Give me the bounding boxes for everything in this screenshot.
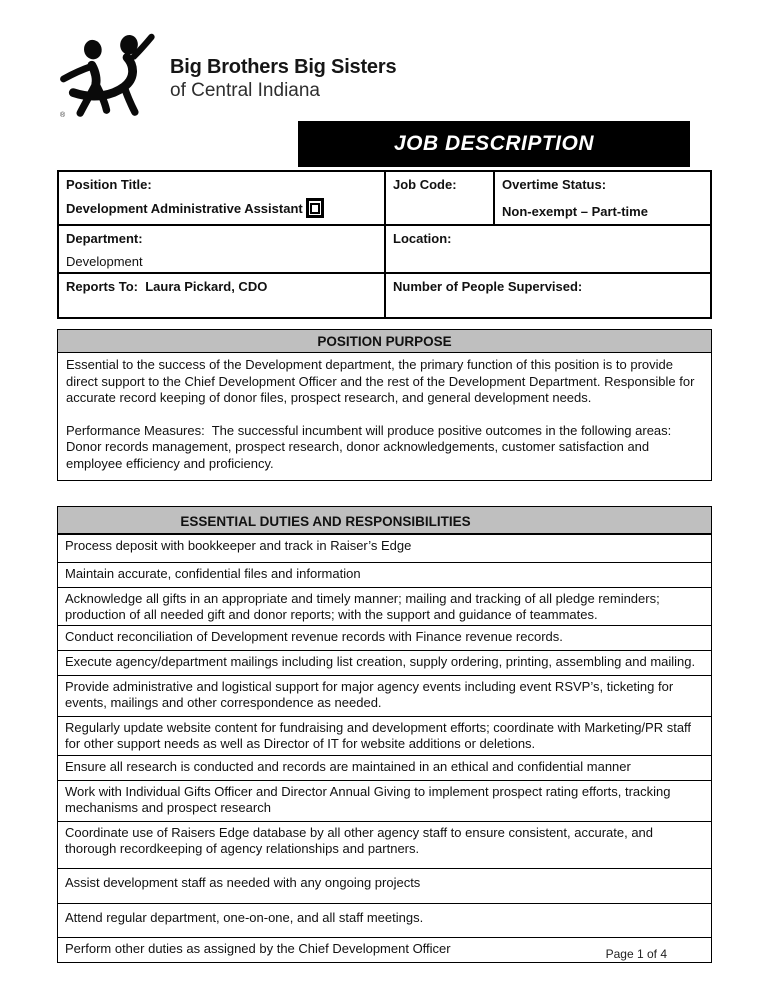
department-cell	[59, 226, 384, 272]
duty-row: Maintain accurate, confidential files and information	[58, 562, 711, 587]
purpose-paragraph: Performance Measures: The successful incumbent will produce positive outcomes in the following areas: Donor records management, prospect research, donor acknowledgements, customer satisfaction and employee efficiency and proficiency.	[66, 422, 675, 471]
location-cell	[384, 226, 710, 272]
duty-row: Conduct reconciliation of Development revenue records with Finance revenue records.	[58, 625, 711, 650]
essential-duties-section	[57, 506, 712, 963]
org-region: of Central Indiana	[170, 80, 320, 101]
checkbox-inner	[310, 203, 320, 214]
job-description-banner	[298, 121, 690, 167]
position-title-cell	[59, 172, 384, 224]
duty-row: Perform other duties as assigned by the Chief Development Officer	[58, 937, 711, 962]
info-row-2	[59, 224, 710, 272]
duty-row: Provide administrative and logistical support for major agency events including event RSVP’s, ticketing for events, mailings and other correspondence as needed.	[58, 675, 711, 716]
overtime-status-label: Overtime Status:	[502, 177, 607, 192]
position-purpose-section	[57, 329, 712, 481]
duty-row: Assist development staff as needed with any ongoing projects	[58, 868, 711, 903]
people-supervised-label: Number of People Supervised:	[393, 279, 583, 294]
department-label: Department:	[66, 231, 143, 246]
overtime-status-value: Non-exempt – Part-time	[502, 204, 648, 219]
reports-to: Reports To: Laura Pickard, CDO	[66, 279, 268, 294]
duty-row: Attend regular department, one-on-one, and all staff meetings.	[58, 903, 711, 937]
duty-row: Process deposit with bookkeeper and track in Raiser’s Edge	[58, 534, 711, 562]
info-row-1	[59, 172, 710, 224]
job-code-cell	[384, 172, 493, 224]
bbbs-logo-icon	[56, 33, 160, 119]
people-supervised-cell	[384, 274, 710, 317]
essential-duties-heading: ESSENTIAL DUTIES AND RESPONSIBILITIES	[58, 507, 711, 534]
duty-row: Regularly update website content for fundraising and development efforts; coordinate with Marketing/PR staff for other support needs as well as Director of IT for website additions or deletions.	[58, 716, 711, 755]
location-label: Location:	[393, 231, 452, 246]
job-code-label: Job Code:	[393, 177, 457, 192]
duty-row: Work with Individual Gifts Officer and Director Annual Giving to implement prospect rating efforts, tracking mechanisms and prospect research	[58, 780, 711, 821]
duty-row: Coordinate use of Raisers Edge database by all other agency staff to ensure consistent, accurate, and thorough recordkeeping of agency relationships and partners.	[58, 821, 711, 868]
reports-to-cell	[59, 274, 384, 317]
overtime-status-cell	[493, 172, 710, 224]
position-info-table	[57, 170, 712, 319]
page-number: Page 1 of 4	[605, 947, 667, 961]
info-row-3	[59, 272, 710, 317]
purpose-paragraph: Essential to the success of the Development department, the primary function of this position is to provide direct support to the Chief Development Officer and the rest of the Development Department. Responsible for accurate record keeping of donor files, prospect research, and general development needs.	[66, 357, 699, 405]
department-value: Development	[66, 254, 143, 269]
position-title-label: Position Title:	[66, 177, 152, 192]
logo-text	[170, 56, 396, 102]
registered-trademark: ®	[60, 112, 66, 119]
duty-row: Execute agency/department mailings including list creation, supply ordering, printing, assembling and mailing.	[58, 650, 711, 675]
duty-row: Ensure all research is conducted and records are maintained in an ethical and confidential manner	[58, 755, 711, 780]
org-name: Big Brothers Big Sisters	[170, 56, 397, 78]
banner-title: JOB DESCRIPTION	[393, 132, 595, 155]
position-purpose-body	[58, 353, 711, 480]
duty-row: Acknowledge all gifts in an appropriate and timely manner; mailing and tracking of all pledge reminders; production of all needed gift and donor reports; with the support and guidance of teammates.	[58, 587, 711, 625]
position-purpose-heading: POSITION PURPOSE	[58, 330, 711, 353]
position-title-value: Development Administrative Assistant	[66, 198, 377, 218]
position-title-checkbox[interactable]	[306, 198, 324, 218]
